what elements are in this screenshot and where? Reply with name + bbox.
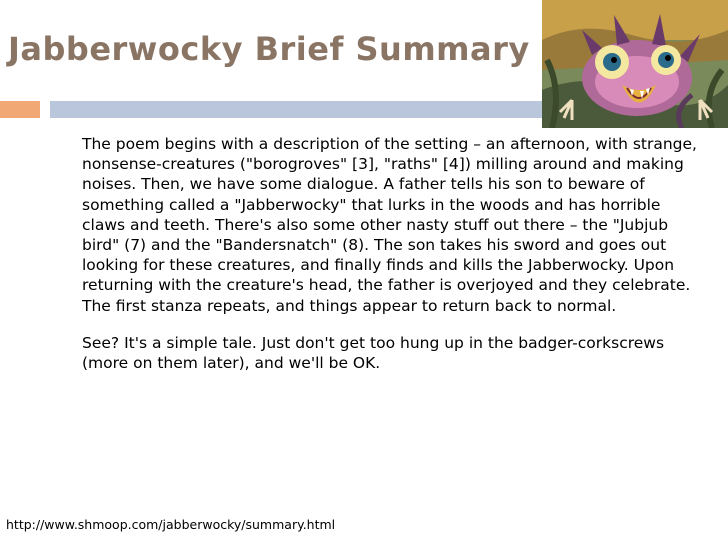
summary-content <box>82 134 702 390</box>
jabberwock-illustration-icon <box>542 0 728 128</box>
source-url[interactable]: http://www.shmoop.com/jabberwocky/summary.html <box>6 517 336 532</box>
summary-paragraph: The poem begins with a description of the setting – an afternoon, with strange, nonsense-creatures ("borogroves" [3], "raths" [4]) milling around and making noises. Then, we have some dialogue. A father tells his son to beware of something called a "Jabberwocky" that lurks in the woods and has horrible claws and teeth. There's also some other nasty stuff out there – the "Jubjub bird" (7) and the "Bandersnatch" (8). The son takes his sword and goes out looking for these creatures, and finally finds and kills the Jabberwocky. Upon returning with the creature's head, the father is overjoyed and they celebrate. The first stanza repeats, and things appear to return back to normal. <box>82 135 697 315</box>
slide-title: Jabberwocky Brief Summary <box>8 30 530 68</box>
closing-paragraph: See? It's a simple tale. Just don't get too hung up in the badger-corkscrews (more on them later), and we'll be OK. <box>82 333 665 373</box>
accent-square <box>0 101 40 118</box>
